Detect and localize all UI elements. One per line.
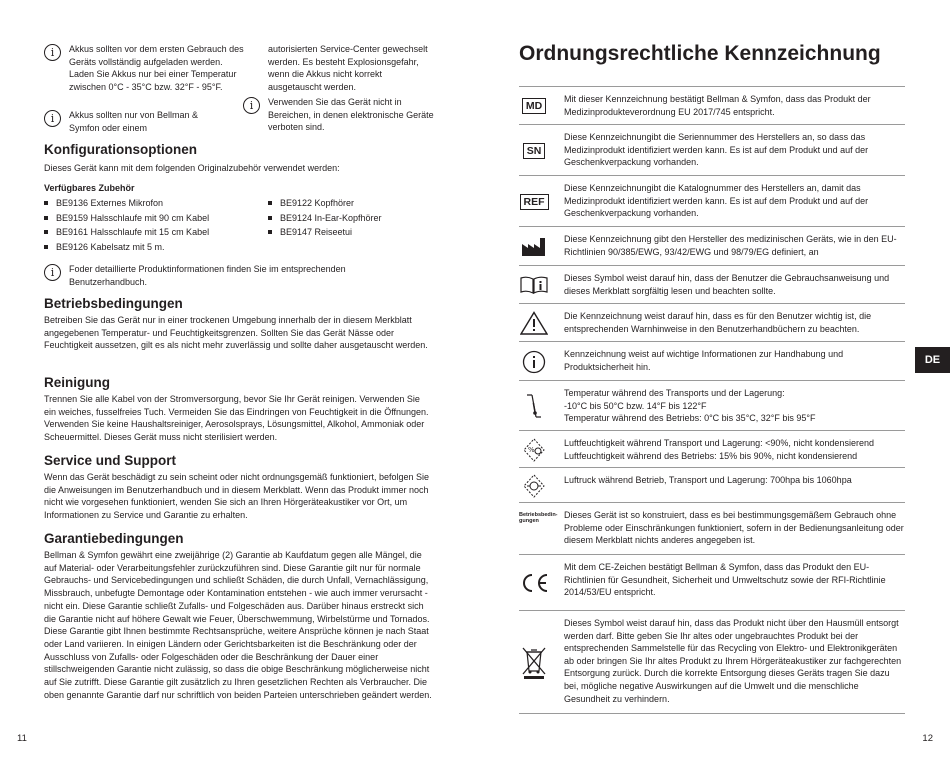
- info-icon: i: [243, 97, 260, 114]
- ce-icon: [519, 555, 549, 611]
- symbol-label: MD: [522, 98, 546, 114]
- symbol-row: [519, 265, 905, 303]
- symbol-row: [519, 430, 905, 467]
- symbol-row: [519, 86, 905, 124]
- battery-replacement-text-cont: autorisierten Service-Center gewechselt werden. Es besteht Explosionsgefahr, wenn die Akkus nicht korrekt ausgetauscht werden.: [268, 44, 428, 92]
- symbol-description: Kennzeichnung weist auf wichtige Informationen zur Handhabung und Produktsicherheit hin.: [564, 349, 844, 372]
- accessory-item: BE9124 In-Ear-Kopfhörer: [268, 212, 438, 227]
- operating-conditions-label: [519, 503, 558, 555]
- weee-icon: [519, 611, 549, 715]
- symbol-row: [519, 554, 905, 610]
- warranty-heading: Garantiebedingungen: [44, 531, 184, 546]
- symbol-label: SN: [523, 143, 546, 159]
- page-number: 11: [17, 733, 27, 745]
- cleaning-heading: Reinigung: [44, 375, 110, 390]
- symbol-description: Diese Kennzeichnung gibt den Hersteller des medizinischen Geräts, wie in den EU-Richtlinien 90/385/EWG, 93/42/EWG und 98/79/EG definiert, an: [564, 234, 897, 257]
- battery-charging-text: Akkus sollten vor dem ersten Gebrauch des Geräts vollständig aufgeladen werden. Laden Sie Akkus nur bei einer Temperatur zwischen 0°C - 35°C bzw. 32°F - 95°F.: [69, 44, 244, 92]
- symbol-row: [519, 303, 905, 341]
- symbol-label: REF: [520, 194, 549, 210]
- config-heading: Konfigurationsoptionen: [44, 142, 197, 157]
- symbol-description: Dieses Gerät ist so konstruiert, dass es bei bestimmungsgemäßem Gebrauch ohne Probleme oder Einschränkungen funktioniert, sofern in der Bedienungsanleitung oder diesem Merkblatt nichts anderes angegeben ist.: [564, 510, 904, 546]
- accessory-item: BE9147 Reiseetui: [268, 226, 438, 241]
- device-areas-text: Verwenden Sie das Gerät nicht in Bereichen, in denen elektronische Geräte verboten sind.: [268, 97, 434, 133]
- accessory-item: BE9122 Kopfhörer: [268, 197, 438, 212]
- warranty-text: Bellman & Symfon gewährt eine zweijährige (2) Garantie ab Kaufdatum gegen alle Mängel, die auf Material- oder Verarbeitungsfehler zurückzuführen sind. Diese Garantie gilt nur für normale Gebrauchs- und Servicebedingungen und schließt Schäden, die durch Unfall, Vernachlässigung, Missbrauch, unbefugte Demontage oder Kontamination entstehen - wie auch immer verursacht - nicht ein. Diese Garantie schließt Zufalls- und Folgeschäden aus. Darüber hinaus erstreckt sich die Garantie nicht auf höhere Gewalt wie Feuer, Überschwemmung, Wirbelstürme und Tornados. Diese Garantie gibt Ihnen bestimmte Rechtsansprüche, weitere Ansprüche können je nach Staat oder Land variieren. In einigen Ländern oder Gerichtsbarkeiten ist die Beschränkung oder der Ausschluss von Zufalls- oder Folgeschäden oder die Beschränkung der Dauer einer stillschweigenden Garantie nicht zulässig, so dass die obige Beschränkung möglicherweise nicht auf Sie zutrifft. Diese Garantie gilt zusätzlich zu Ihren gesetzlichen Rechten als Verbraucher. Die oben genannte Garantie darf nur schriftlich von beiden Parteien unterschrieben geändert werden.: [44, 550, 432, 700]
- pressure-icon: [519, 468, 549, 503]
- symbol-row: [519, 467, 905, 502]
- symbol-description: Dieses Symbol weist darauf hin, dass das Produkt nicht über den Hausmüll entsorgt werden darf. Bitte geben Sie Ihr altes oder ungebrauchtes Produkt bei der entsprechenden Sammelstelle für das Recycling von Elektro- und Elektronikgeräten ab oder bringen Sie Ihr altes Produkt zu Ihrem Hörgeräteakustiker zur fachgerechten Entsorgung zurück. Durch die korrekte Entsorgung dieses Geräts tragen Sie dazu bei, mögliche negative Auswirkungen auf die Umwelt und die menschliche Gesundheit zu verhindern.: [564, 618, 902, 704]
- page-number: 12: [922, 733, 933, 745]
- sn-symbol-icon: [519, 125, 549, 176]
- operating-text: Betreiben Sie das Gerät nur in einer trockenen Umgebung innerhalb der in diesem Merkblatt angegebenen Temperatur- und Feuchtigkeitsgrenzen. Sollten Sie das Gerät Nässe oder Feuchtigkeit aussetzen, gilt es als nicht mehr zuverlässig und sollte daher ausgetauscht werden.: [44, 315, 428, 351]
- info-icon: [519, 342, 549, 381]
- symbol-description: Dieses Symbol weist darauf hin, dass der Benutzer die Gebrauchsanweisung und dieses Merkblatt sorgfältig lesen und beachten sollte.: [564, 273, 890, 296]
- right-page: [475, 0, 950, 762]
- config-text: Dieses Gerät kann mit dem folgenden Originalzubehör verwendet werden:: [44, 163, 340, 173]
- humidity-icon: [519, 431, 549, 468]
- md-symbol-icon: [519, 87, 549, 125]
- symbol-description: Diese Kennzeichnungibt die Katalognummer des Herstellers an, damit das Medizinprodukt identifiziert werden kann. Es ist auf dem Produkt und auf der Geschenkverpackung vorhanden.: [564, 183, 869, 219]
- accessories-list-1: [44, 197, 264, 255]
- accessories-list-2: [268, 197, 438, 241]
- ref-symbol-icon: [519, 176, 549, 227]
- product-info-text: Foder detaillierte Produktinformationen finden Sie im entsprechenden Benutzerhandbuch.: [69, 264, 346, 287]
- symbol-row: [519, 610, 905, 714]
- battery-charging-note: [44, 43, 244, 93]
- language-tab: DE: [915, 347, 950, 373]
- symbol-description: Luftfeuchtigkeit während Transport und Lagerung: <90%, nicht kondensierend Luftfeuchtigkeit während des Betriebs: 15% bis 90%, nicht kondensierend: [564, 438, 874, 461]
- operating-heading: Betriebsbedingungen: [44, 296, 183, 311]
- svg-text:%: %: [528, 445, 535, 454]
- symbol-table: [519, 86, 905, 714]
- service-text: Wenn das Gerät beschädigt zu sein scheint oder nicht ordnungsgemäß funktioniert, befolgen Sie die Anweisungen im Benutzerhandbuch und in diesem Merkblatt. Wenn das Produkt immer noch nicht wie vorgesehen funktioniert, wenden Sie sich an Ihren Hörgeräteakustiker vor Ort, um Informationen zu Service und Garantie zu erhalten.: [44, 472, 430, 520]
- page-title: Ordnungsrechtliche Kennzeichnung: [519, 42, 881, 65]
- accessory-item: BE9161 Halsschlaufe mit 15 cm Kabel: [44, 226, 264, 241]
- accessory-item: BE9136 Externes Mikrofon: [44, 197, 264, 212]
- symbol-row: [519, 175, 905, 226]
- symbol-description: Mit dieser Kennzeichnung bestätigt Bellman & Symfon, dass das Produkt der Medizinprodukteverordnung EU 2017/745 entspricht.: [564, 94, 871, 117]
- symbol-row: [519, 380, 905, 430]
- cleaning-text: Trennen Sie alle Kabel von der Stromversorgung, bevor Sie Ihr Gerät reinigen. Verwenden Sie ein weiches, fusselfreies Tuch. Vermeiden Sie das Eindringen von Feuchtigkeit in die Öffnungen. Verwenden Sie keine Haushaltsreiniger, Aerosolsprays, Lösungsmittel, Alkohol, Ammoniak oder Scheuermittel. Dieses Gerät muss nicht sterilisiert werden.: [44, 394, 429, 442]
- warning-icon: [519, 304, 549, 342]
- symbol-label: Betriebsbedin- gungen: [519, 512, 558, 524]
- symbol-row: [519, 226, 905, 265]
- battery-replacement-note: [44, 109, 244, 134]
- battery-replacement-text: Akkus sollten nur von Bellman & Symfon oder einem: [69, 110, 199, 133]
- symbol-description: Mit dem CE-Zeichen bestätigt Bellman & Symfon, dass das Produkt den EU-Richtlinien für Gesundheit, Sicherheit und Umweltschutz sowie der RFI-Richtlinie 2014/53/EU entspricht.: [564, 562, 886, 598]
- info-icon: i: [44, 110, 61, 127]
- temperature-icon: [519, 381, 549, 431]
- symbol-description: Diese Kennzeichnungibt die Seriennummer des Herstellers an, so dass das Medizinprodukt identifiziert werden kann. Es ist auf dem Produkt und auf der Geschenkverpackung vorhanden.: [564, 132, 869, 168]
- product-info-note: [44, 263, 434, 288]
- symbol-description: Temperatur während des Transports und der Lagerung: -10°C bis 50°C bzw. 14°F bis 122°F Temperatur während des Betriebs: 0°C bis 35°C, 32°F bis 95°F: [564, 388, 816, 424]
- symbol-row: [519, 502, 905, 554]
- service-heading: Service und Support: [44, 453, 177, 468]
- symbol-row: [519, 341, 905, 380]
- accessory-item: BE9126 Kabelsatz mit 5 m.: [44, 241, 264, 256]
- info-icon: i: [44, 44, 61, 61]
- symbol-description: Luftruck während Betrieb, Transport und Lagerung: 700hpa bis 1060hpa: [564, 475, 852, 485]
- symbol-row: [519, 124, 905, 175]
- manual-icon: [519, 266, 549, 304]
- manufacturer-icon: [519, 227, 549, 266]
- symbol-description: Die Kennzeichnung weist darauf hin, dass es für den Benutzer wichtig ist, die entsprechenden Warnhinweise in den Benutzerhandbüchern zu beachten.: [564, 311, 872, 334]
- accessory-item: BE9159 Halsschlaufe mit 90 cm Kabel: [44, 212, 264, 227]
- info-icon: i: [44, 264, 61, 281]
- device-areas-note: [243, 96, 443, 134]
- accessories-heading: Verfügbares Zubehör: [44, 183, 135, 193]
